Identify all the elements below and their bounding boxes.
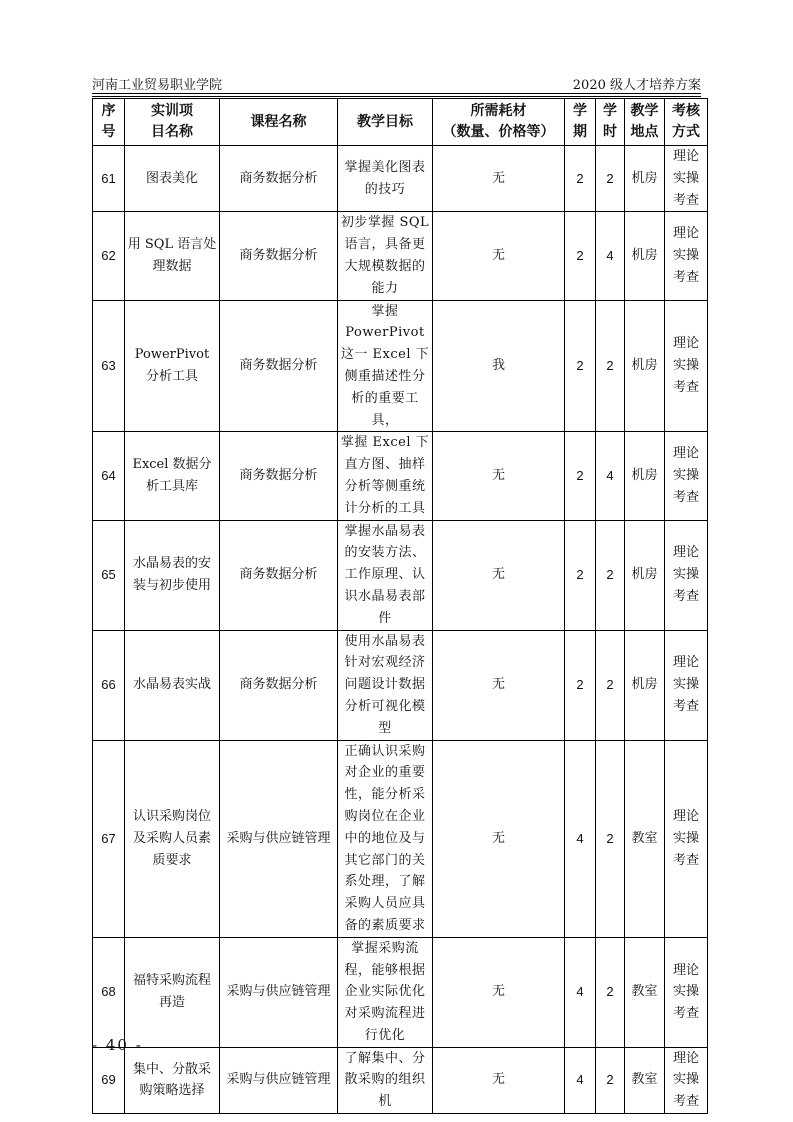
cell-materials: 无 bbox=[433, 740, 565, 937]
cell-hours: 2 bbox=[596, 146, 625, 212]
cell-goal: 使用水晶易表针对宏观经济问题设计数据分析可视化模型 bbox=[338, 630, 433, 740]
cell-hours: 2 bbox=[596, 740, 625, 937]
header-rule-thin bbox=[92, 96, 701, 97]
cell-course: 采购与供应链管理 bbox=[220, 1047, 338, 1113]
table-row bbox=[93, 300, 708, 432]
header-rule-thick bbox=[92, 93, 701, 94]
cell-exam: 理论实操考查 bbox=[665, 1047, 708, 1113]
col-header-course: 课程名称 bbox=[220, 99, 338, 146]
cell-exam: 理论实操考查 bbox=[665, 937, 708, 1047]
cell-materials: 无 bbox=[433, 212, 565, 300]
cell-project: 用 SQL 语言处理数据 bbox=[125, 212, 220, 300]
cell-project: 集中、分散采购策略选择 bbox=[125, 1047, 220, 1113]
cell-course: 采购与供应链管理 bbox=[220, 740, 338, 937]
cell-goal: 掌握水晶易表的安装方法、工作原理、认识水晶易表部件 bbox=[338, 520, 433, 630]
cell-place: 机房 bbox=[625, 432, 665, 520]
cell-course: 商务数据分析 bbox=[220, 146, 338, 212]
cell-materials: 无 bbox=[433, 1047, 565, 1113]
cell-no: 63 bbox=[93, 300, 125, 432]
cell-no: 64 bbox=[93, 432, 125, 520]
table-header-row bbox=[93, 99, 708, 146]
cell-hours: 4 bbox=[596, 212, 625, 300]
cell-goal: 掌握 Excel 下直方图、抽样分析等侧重统计分析的工具 bbox=[338, 432, 433, 520]
cell-term: 2 bbox=[565, 300, 596, 432]
table-row bbox=[93, 630, 708, 740]
cell-no: 67 bbox=[93, 740, 125, 937]
cell-project: 认识采购岗位及采购人员素质要求 bbox=[125, 740, 220, 937]
cell-term: 4 bbox=[565, 937, 596, 1047]
cell-course: 商务数据分析 bbox=[220, 520, 338, 630]
cell-goal: 掌握采购流程，能够根据企业实际优化对采购流程进行优化 bbox=[338, 937, 433, 1047]
cell-project: Excel 数据分析工具库 bbox=[125, 432, 220, 520]
cell-hours: 4 bbox=[596, 432, 625, 520]
cell-course: 商务数据分析 bbox=[220, 212, 338, 300]
cell-term: 2 bbox=[565, 630, 596, 740]
table-row bbox=[93, 212, 708, 300]
cell-goal: 初步掌握 SQL 语言，具备更大规模数据的能力 bbox=[338, 212, 433, 300]
cell-term: 2 bbox=[565, 212, 596, 300]
cell-hours: 2 bbox=[596, 520, 625, 630]
header-school-name: 河南工业贸易职业学院 bbox=[92, 78, 223, 93]
cell-exam: 理论实操考查 bbox=[665, 740, 708, 937]
col-header-hours: 学 时 bbox=[596, 99, 625, 146]
cell-exam: 理论实操考查 bbox=[665, 432, 708, 520]
cell-course: 采购与供应链管理 bbox=[220, 937, 338, 1047]
cell-exam: 理论实操考查 bbox=[665, 212, 708, 300]
table-row bbox=[93, 937, 708, 1047]
cell-exam: 理论实操考查 bbox=[665, 146, 708, 212]
cell-materials: 无 bbox=[433, 630, 565, 740]
cell-goal bbox=[338, 1047, 433, 1113]
cell-no: 62 bbox=[93, 212, 125, 300]
cell-course: 商务数据分析 bbox=[220, 432, 338, 520]
cell-project: 水晶易表实战 bbox=[125, 630, 220, 740]
cell-hours: 2 bbox=[596, 937, 625, 1047]
cell-materials: 我 bbox=[433, 300, 565, 432]
cell-place: 教室 bbox=[625, 740, 665, 937]
col-header-materials: 所需耗材 （数量、价格等） bbox=[433, 99, 565, 146]
cell-place: 机房 bbox=[625, 300, 665, 432]
col-header-exam: 考核 方式 bbox=[665, 99, 708, 146]
cell-no: 68 bbox=[93, 937, 125, 1047]
cell-goal: 掌握美化图表的技巧 bbox=[338, 146, 433, 212]
table-row bbox=[93, 146, 708, 212]
cell-hours: 2 bbox=[596, 1047, 625, 1113]
cell-exam: 理论实操考查 bbox=[665, 300, 708, 432]
cell-project: 水晶易表的安装与初步使用 bbox=[125, 520, 220, 630]
cell-project: 图表美化 bbox=[125, 146, 220, 212]
cell-place: 机房 bbox=[625, 146, 665, 212]
cell-place: 机房 bbox=[625, 630, 665, 740]
training-project-table bbox=[92, 98, 708, 1114]
cell-term: 4 bbox=[565, 740, 596, 937]
table-row bbox=[93, 1047, 708, 1113]
cell-project: PowerPivot 分析工具 bbox=[125, 300, 220, 432]
cell-place: 教室 bbox=[625, 1047, 665, 1113]
cell-term: 4 bbox=[565, 1047, 596, 1113]
cell-term: 2 bbox=[565, 432, 596, 520]
cell-term: 2 bbox=[565, 146, 596, 212]
page-number: - 40 - bbox=[92, 1036, 143, 1054]
cell-place: 教室 bbox=[625, 937, 665, 1047]
cell-no: 66 bbox=[93, 630, 125, 740]
table-row bbox=[93, 740, 708, 937]
cell-goal-clipped-text: 了解集中、分散采购的组织机 bbox=[344, 1050, 426, 1110]
col-header-place: 教学 地点 bbox=[625, 99, 665, 146]
cell-hours: 2 bbox=[596, 630, 625, 740]
table-row bbox=[93, 520, 708, 630]
cell-materials: 无 bbox=[433, 937, 565, 1047]
cell-no: 61 bbox=[93, 146, 125, 212]
cell-no: 65 bbox=[93, 520, 125, 630]
cell-materials: 无 bbox=[433, 432, 565, 520]
col-header-goal: 教学目标 bbox=[338, 99, 433, 146]
col-header-project: 实训项 目名称 bbox=[125, 99, 220, 146]
header-document-title: 2020 级人才培养方案 bbox=[572, 78, 701, 93]
cell-term: 2 bbox=[565, 520, 596, 630]
cell-goal: 正确认识采购对企业的重要性，能分析采购岗位在企业中的地位及与其它部门的关系处理，了解采购人员应具备的素质要求 bbox=[338, 740, 433, 937]
cell-no: 69 bbox=[93, 1047, 125, 1113]
cell-place: 机房 bbox=[625, 212, 665, 300]
cell-hours: 2 bbox=[596, 300, 625, 432]
cell-goal: 掌握 PowerPivot 这一 Excel 下侧重描述性分析的重要工具， bbox=[338, 300, 433, 432]
cell-course: 商务数据分析 bbox=[220, 300, 338, 432]
cell-exam: 理论实操考查 bbox=[665, 630, 708, 740]
cell-project: 福特采购流程再造 bbox=[125, 937, 220, 1047]
cell-materials: 无 bbox=[433, 146, 565, 212]
cell-place: 机房 bbox=[625, 520, 665, 630]
cell-course: 商务数据分析 bbox=[220, 630, 338, 740]
col-header-no: 序 号 bbox=[93, 99, 125, 146]
col-header-term: 学 期 bbox=[565, 99, 596, 146]
cell-materials: 无 bbox=[433, 520, 565, 630]
cell-exam: 理论实操考查 bbox=[665, 520, 708, 630]
table-row bbox=[93, 432, 708, 520]
